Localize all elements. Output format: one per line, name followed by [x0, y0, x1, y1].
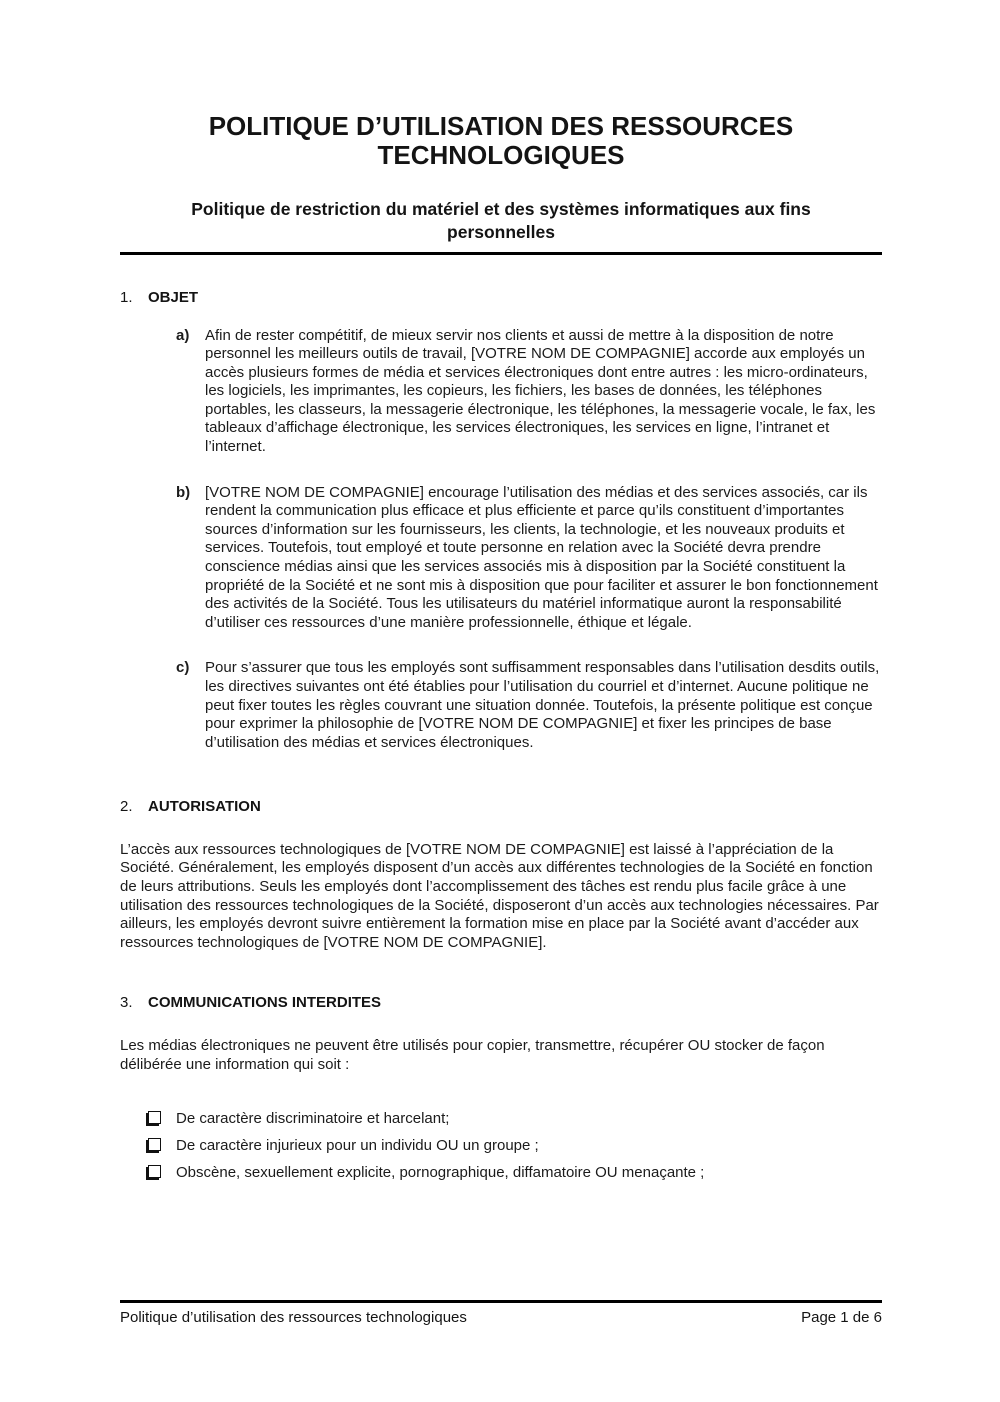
list-item-text: Afin de rester compétitif, de mieux servir nos clients et aussi de mettre à la disposition de notre personnel les meilleurs outils de travail, [VOTRE NOM DE COMPAGNIE] accorde aux employés un accès plusieurs formes de média et services électroniques dont entre autres : les micro-ordinateurs, les logiciels, les imprimantes, les copieurs, les fichiers, les bases de données, les téléphones portables, les classeurs, la messagerie électronique, les téléphones, la messagerie vocale, le fax, les tableaux d’affichage électronique, les services électroniques, les services en ligne, l’intranet et l’internet. [205, 326, 876, 456]
checkbox-icon [148, 1165, 161, 1178]
section-number: 1. [120, 289, 133, 306]
footer-document-title: Politique d’utilisation des ressources technologiques [120, 1309, 467, 1326]
section-title: COMMUNICATIONS INTERDITES [148, 994, 382, 1012]
prohibited-communications-checklist [120, 1109, 882, 1182]
checklist-item-text: De caractère discriminatoire et harcelant; [176, 1110, 450, 1128]
section-paragraph: L’accès aux ressources technologiques de [VOTRE NOM DE COMPAGNIE] est laissé à l’appréciation de la Société. Généralement, les employés disposent d’un accès aux différentes technologies de la Société en fonction de leurs attributions. Seuls les employés dont l’accomplissement des tâches est rendu plus facile grâce à une utilisation des ressources technologiques de la Société, disposeront d’un accès aux technologies nécessaires. Par ailleurs, les employés devront suivre entièrement la formation mise en place par la Société avant d’accéder aux ressources technologiques de [VOTRE NOM DE COMPAGNIE]. [120, 840, 879, 951]
footer-divider-rule [120, 1300, 882, 1303]
checklist-item [148, 1136, 882, 1155]
section-number: 3. [120, 994, 133, 1012]
document-page [0, 112, 1000, 1402]
list-item-text: [VOTRE NOM DE COMPAGNIE] encourage l’utilisation des médias et des services associés, car ils rendent la communication plus efficace et plus efficiente et parce qu’ils constituent d’importantes sources d’information sur les fournisseurs, les clients, la technologie, et les nouveaux produits et services. Toutefois, tout employé et toute personne en relation avec la Société devra prendre conscience médias ainsi que les services associés mis à disposition par la Société constituent la propriété de la Société et ne sont mis à disposition que pour faciliter et assurer le bon fonctionnement des activités de la Société. Tous les utilisateurs du matériel informatique auront la responsabilité d’utiliser ces ressources d’une manière professionnelle, éthique et légale. [205, 483, 878, 631]
list-item-a [120, 327, 882, 457]
checkbox-icon [148, 1138, 161, 1151]
section-title: OBJET [148, 289, 199, 306]
list-item-c [120, 659, 882, 752]
section-paragraph: Les médias électroniques ne peuvent être utilisés pour copier, transmettre, récupérer OU stocker de façon délibérée une information qui soit : [120, 1036, 825, 1073]
section-communications-interdites [120, 994, 882, 1182]
title-divider-rule [120, 252, 882, 255]
list-item-text: Pour s’assurer que tous les employés sont suffisamment responsables dans l’utilisation desdits outils, les directives suivantes ont été établies pour l’utilisation du courriel et d’internet. Aucune politique ne peut fixer toutes les règles couvrant une situation donnée. Toutefois, la présente politique est conçue pour exprimer la philosophie de [VOTRE NOM DE COMPAGNIE] et fixer les principes de base d’utilisation des médias et services électroniques. [205, 659, 880, 751]
checklist-item [148, 1109, 882, 1128]
checklist-item-text: De caractère injurieux pour un individu OU un groupe ; [176, 1137, 539, 1155]
list-item-b [120, 484, 882, 633]
footer-page-number: Page 1 de 6 [801, 1309, 882, 1326]
list-item-label: a) [176, 326, 190, 344]
page-footer [120, 1300, 882, 1326]
document-content [0, 112, 1000, 1182]
section-autorisation [120, 798, 882, 952]
checklist-item-text: Obscène, sexuellement explicite, pornographique, diffamatoire OU menaçante ; [176, 1164, 705, 1182]
document-subtitle: Politique de restriction du matériel et des systèmes informatiques aux fins personnelles [191, 199, 811, 242]
footer-row [120, 1309, 882, 1326]
section-number: 2. [120, 798, 133, 816]
section-title: AUTORISATION [148, 798, 261, 816]
section-heading [120, 994, 882, 1013]
checklist-item [148, 1163, 882, 1182]
checkbox-icon [148, 1111, 161, 1124]
section-heading [120, 289, 882, 308]
section-heading [120, 798, 882, 817]
section-objet [120, 289, 882, 752]
document-title: POLITIQUE D’UTILISATION DES RESSOURCES TECHNOLOGIQUES [208, 111, 794, 171]
list-item-label: b) [176, 483, 191, 501]
list-item-label: c) [176, 659, 190, 677]
